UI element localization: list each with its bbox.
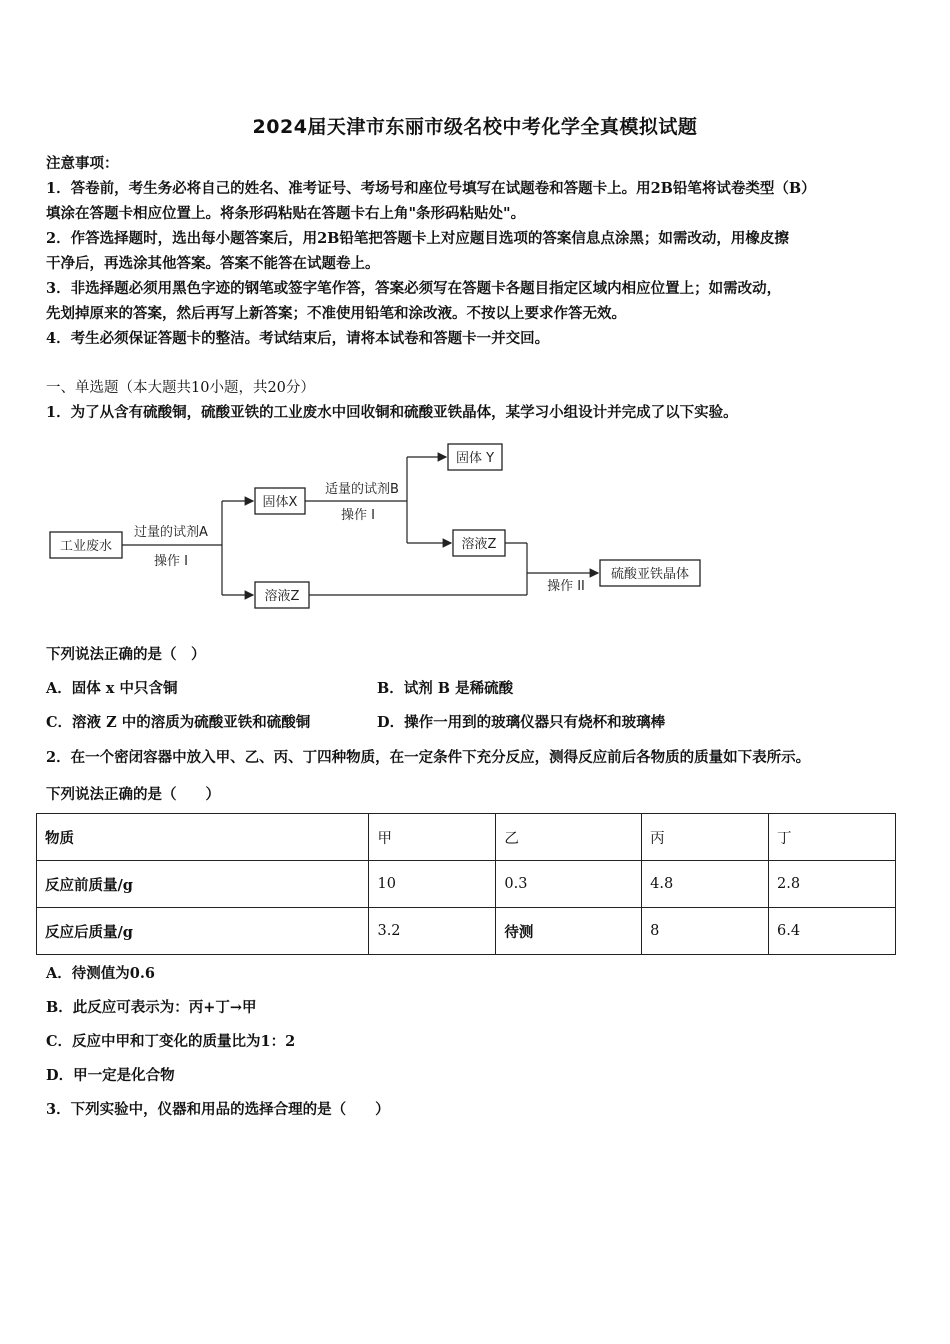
page-title: 2024届天津市东丽市级名校中考化学全真模拟试题 bbox=[252, 116, 698, 138]
question-2-option-d[interactable]: D．甲一定是化合物 bbox=[46, 1067, 175, 1084]
table-cell: 甲 bbox=[369, 814, 496, 861]
table-cell: 2.8 bbox=[769, 861, 896, 908]
note-1-line-1: 1．答卷前，考生务必将自己的姓名、准考证号、考场号和座位号填写在试题卷和答题卡上。用2B铅笔将试卷类型（B） bbox=[46, 180, 816, 197]
question-2-stem: 2．在一个密闭容器中放入甲、乙、丙、丁四种物质，在一定条件下充分反应，测得反应前后各物质的质量如下表所示。 bbox=[46, 749, 811, 766]
table-header-row bbox=[37, 814, 896, 861]
question-1-option-b[interactable]: B．试剂 B 是稀硫酸 bbox=[377, 680, 514, 697]
table-row bbox=[37, 861, 896, 908]
label-product: 硫酸亚铁晶体 bbox=[610, 567, 690, 582]
note-1-line-2: 填涂在答题卡相应位置上。将条形码粘贴在答题卡右上角"条形码粘贴处"。 bbox=[46, 205, 526, 222]
mass-table bbox=[36, 813, 896, 955]
table-cell: 丁 bbox=[769, 814, 896, 861]
label-op1-left: 操作 I bbox=[154, 554, 188, 569]
note-4: 4．考生必须保证答题卡的整洁。考试结束后，请将本试卷和答题卡一并交回。 bbox=[46, 330, 550, 347]
label-reagent-b: 适量的试剂B bbox=[325, 482, 399, 497]
table-cell: 反应后质量/g bbox=[37, 908, 369, 955]
question-1-option-a[interactable]: A．固体 x 中只含铜 bbox=[46, 680, 178, 697]
section-heading: 一、单选题（本大题共10小题，共20分） bbox=[46, 380, 315, 396]
process-flow-diagram bbox=[40, 428, 720, 628]
table-cell: 物质 bbox=[37, 814, 369, 861]
note-3-line-2: 先划掉原来的答案，然后再写上新答案；不准使用铅笔和涂改液。不按以上要求作答无效。 bbox=[46, 305, 626, 322]
label-solution-z-bottom: 溶液Z bbox=[264, 589, 300, 604]
question-1-stem: 1．为了从含有硫酸铜，硫酸亚铁的工业废水中回收铜和硫酸亚铁晶体，某学习小组设计并完成了以下实验。 bbox=[46, 404, 738, 421]
label-solution-z-top: 溶液Z bbox=[461, 537, 497, 552]
label-op2: 操作 II bbox=[547, 579, 585, 594]
table-cell: 3.2 bbox=[369, 908, 496, 955]
label-solid-y: 固体 Y bbox=[455, 451, 495, 466]
notes-heading: 注意事项： bbox=[46, 155, 119, 172]
question-1-option-c[interactable]: C．溶液 Z 中的溶质为硫酸亚铁和硫酸铜 bbox=[46, 714, 311, 731]
label-solid-x: 固体X bbox=[262, 495, 298, 510]
note-2-line-1: 2．作答选择题时，选出每小题答案后，用2B铅笔把答题卡上对应题目选项的答案信息点涂黑；如需改动，用橡皮擦 bbox=[46, 230, 789, 247]
note-3-line-1: 3．非选择题必须用黑色字迹的钢笔或签字笔作答，答案必须写在答题卡各题目指定区域内相应位置上；如需改动， bbox=[46, 280, 782, 297]
table-cell: 8 bbox=[642, 908, 769, 955]
table-cell: 丙 bbox=[642, 814, 769, 861]
label-op1-right: 操作 I bbox=[341, 508, 375, 523]
note-2-line-2: 干净后，再选涂其他答案。答案不能答在试题卷上。 bbox=[46, 255, 380, 272]
table-cell: 0.3 bbox=[496, 861, 642, 908]
question-2-option-c[interactable]: C．反应中甲和丁变化的质量比为1：2 bbox=[46, 1033, 296, 1050]
table-cell: 4.8 bbox=[642, 861, 769, 908]
question-1-ask: 下列说法正确的是（ ） bbox=[46, 646, 206, 663]
question-2-option-b[interactable]: B．此反应可表示为：丙+丁→甲 bbox=[46, 999, 257, 1016]
table-cell: 10 bbox=[369, 861, 496, 908]
question-3-stem: 3．下列实验中，仪器和用品的选择合理的是（ ） bbox=[46, 1101, 390, 1118]
label-waste: 工业废水 bbox=[59, 539, 113, 554]
table-cell: 反应前质量/g bbox=[37, 861, 369, 908]
table-cell: 待测 bbox=[496, 908, 642, 955]
question-2-option-a[interactable]: A．待测值为0.6 bbox=[46, 965, 155, 982]
question-1-option-d[interactable]: D．操作一用到的玻璃仪器只有烧杯和玻璃棒 bbox=[377, 714, 666, 731]
table-row bbox=[37, 908, 896, 955]
table-cell: 6.4 bbox=[769, 908, 896, 955]
question-2-ask: 下列说法正确的是（ ） bbox=[46, 786, 220, 803]
table-cell: 乙 bbox=[496, 814, 642, 861]
label-reagent-a: 过量的试剂A bbox=[134, 525, 208, 540]
